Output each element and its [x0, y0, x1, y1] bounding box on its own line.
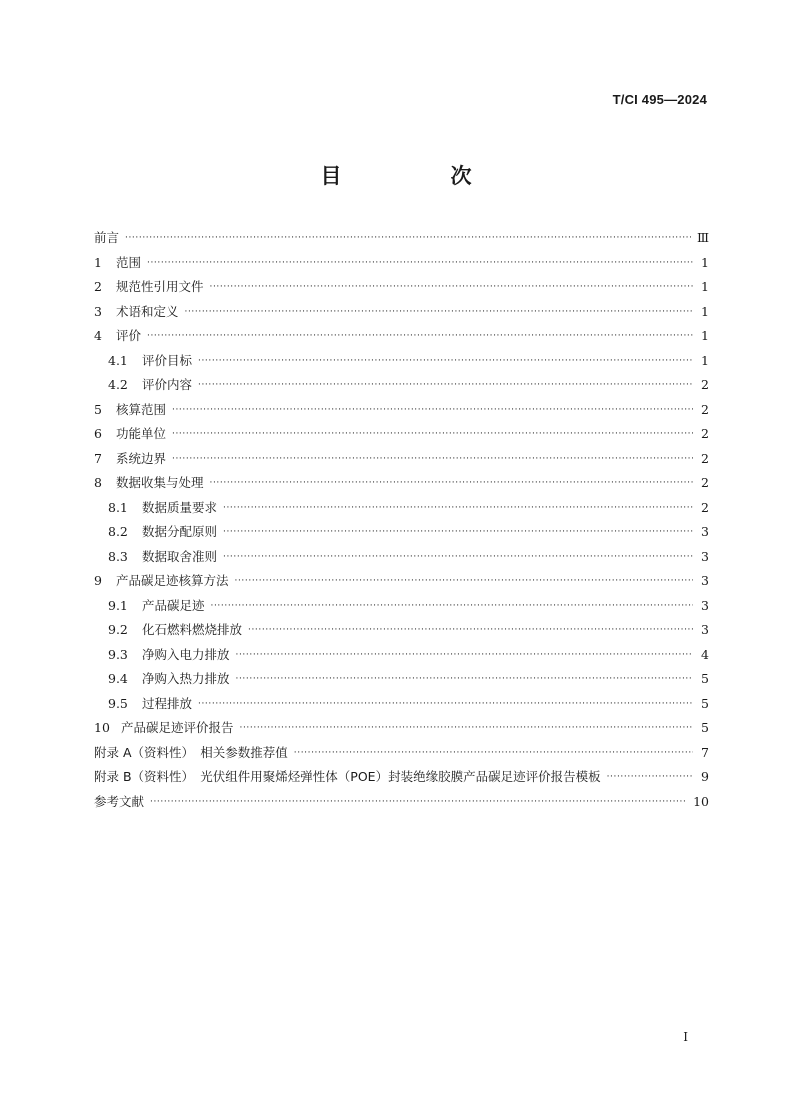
toc-leader-dots [210, 275, 693, 300]
toc-entry-number: 9.2 [108, 622, 128, 637]
toc-entry-page: 2 [701, 499, 709, 515]
toc-leader-dots [223, 545, 693, 570]
table-of-contents [94, 226, 709, 814]
toc-leader-dots [172, 422, 693, 447]
toc-entry-label: 评价目标 [142, 352, 193, 368]
toc-entry-label: 核算范围 [116, 401, 167, 417]
toc-leader-dots [236, 643, 693, 668]
toc-entry-number: 9.3 [108, 646, 128, 662]
toc-entry-page: 1 [701, 279, 709, 294]
toc-entry-number: 9.5 [108, 695, 128, 711]
toc-subentry[interactable] [94, 520, 709, 545]
toc-entry-page: 4 [701, 646, 709, 662]
toc-entry-label: 过程排放 [142, 695, 193, 711]
toc-entry-label: 前言 [94, 230, 120, 245]
toc-entry[interactable] [94, 300, 709, 325]
toc-entry[interactable] [94, 569, 709, 594]
toc-entry-label: 附录 A（资料性） 相关参数推荐值 [94, 744, 288, 760]
toc-entry[interactable] [94, 471, 709, 496]
toc-entry[interactable] [94, 790, 709, 815]
toc-entry-number: 4.2 [108, 377, 128, 392]
toc-entry-label: 评价内容 [142, 377, 193, 392]
toc-subentry[interactable] [94, 643, 709, 668]
toc-leader-dots [223, 496, 693, 521]
toc-entry-page: 3 [701, 597, 709, 613]
toc-entry-page: 3 [701, 548, 709, 564]
toc-entry[interactable] [94, 422, 709, 447]
toc-entry-number: 9.4 [108, 671, 128, 686]
toc-leader-dots [147, 324, 693, 349]
toc-leader-dots [198, 349, 693, 374]
toc-entry-label: 产品碳足迹核算方法 [116, 573, 229, 588]
toc-entry-number: 10 [94, 720, 110, 735]
toc-entry-page: 2 [701, 401, 709, 417]
toc-leader-dots [248, 618, 693, 643]
toc-leader-dots [210, 471, 693, 496]
toc-leader-dots [125, 226, 691, 251]
toc-leader-dots [223, 520, 693, 545]
toc-entry-number: 8.1 [108, 499, 128, 515]
toc-entry-page: Ⅲ [696, 230, 709, 245]
toc-entry[interactable] [94, 398, 709, 423]
toc-entry-page: 1 [701, 254, 709, 270]
toc-entry-page: 2 [701, 426, 709, 441]
toc-entry-label: 参考文献 [94, 793, 145, 809]
toc-entry-number: 7 [94, 450, 102, 466]
toc-subentry[interactable] [94, 496, 709, 521]
toc-subentry[interactable] [94, 349, 709, 374]
toc-entry-number: 5 [94, 401, 102, 417]
toc-entry-page: 2 [701, 450, 709, 466]
toc-leader-dots [172, 447, 693, 472]
toc-subentry[interactable] [94, 618, 709, 643]
toc-entry[interactable] [94, 226, 709, 251]
toc-entry[interactable] [94, 275, 709, 300]
toc-entry-page: 5 [701, 671, 709, 686]
toc-entry-number: 8 [94, 475, 102, 490]
toc-entry[interactable] [94, 251, 709, 276]
standard-code: T/CI 495—2024 [612, 92, 707, 107]
toc-entry-number: 2 [94, 279, 102, 294]
toc-entry-label: 数据收集与处理 [116, 475, 204, 490]
toc-entry-label: 附录 B（资料性） 光伏组件用聚烯烃弹性体（POE）封装绝缘胶膜产品碳足迹评价报告模板 [94, 769, 601, 784]
toc-entry-label: 范围 [116, 254, 142, 270]
toc-entry[interactable] [94, 741, 709, 766]
toc-entry-page: 3 [701, 573, 709, 588]
toc-entry-label: 产品碳足迹 [142, 597, 205, 613]
toc-entry[interactable] [94, 447, 709, 472]
toc-entry-page: 3 [701, 524, 709, 539]
page-number: I [683, 1030, 688, 1044]
toc-entry-label: 产品碳足迹评价报告 [121, 720, 234, 735]
toc-subentry[interactable] [94, 545, 709, 570]
toc-entry-page: 1 [701, 303, 709, 319]
toc-entry-page: 5 [701, 695, 709, 711]
toc-entry-number: 9.1 [108, 597, 128, 613]
toc-entry-page: 9 [701, 769, 709, 784]
toc-entry-label: 净购入电力排放 [142, 646, 230, 662]
toc-leader-dots [607, 765, 693, 790]
toc-entry[interactable] [94, 716, 709, 741]
toc-entry-page: 7 [701, 744, 709, 760]
toc-leader-dots [294, 741, 693, 766]
toc-subentry[interactable] [94, 667, 709, 692]
toc-entry-label: 数据取舍准则 [142, 548, 218, 564]
toc-entry-page: 2 [701, 475, 709, 490]
toc-entry-label: 功能单位 [116, 426, 167, 441]
toc-entry-page: 5 [701, 720, 709, 735]
toc-entry-page: 1 [701, 328, 709, 343]
toc-leader-dots [211, 594, 693, 619]
toc-leader-dots [150, 790, 687, 815]
toc-subentry[interactable] [94, 373, 709, 398]
toc-subentry[interactable] [94, 594, 709, 619]
toc-entry-label: 净购入热力排放 [142, 671, 230, 686]
toc-entry-page: 2 [701, 377, 709, 392]
toc-entry-page: 10 [693, 793, 709, 809]
toc-entry-number: 8.3 [108, 548, 128, 564]
page-title: 目 次 [320, 164, 516, 188]
toc-leader-dots [236, 667, 693, 692]
toc-entry-number: 1 [94, 254, 102, 270]
toc-entry-page: 3 [701, 622, 709, 637]
toc-entry-number: 4 [94, 328, 102, 343]
toc-entry-number: 6 [94, 426, 102, 441]
toc-leader-dots [240, 716, 693, 741]
toc-entry-number: 4.1 [108, 352, 128, 368]
toc-entry-label: 数据质量要求 [142, 499, 218, 515]
toc-entry-number: 9 [94, 573, 102, 588]
toc-leader-dots [235, 569, 693, 594]
toc-entry[interactable] [94, 765, 709, 790]
toc-entry-number: 8.2 [108, 524, 128, 539]
toc-entry-label: 数据分配原则 [142, 524, 218, 539]
toc-entry-label: 规范性引用文件 [116, 279, 204, 294]
toc-leader-dots [185, 300, 693, 325]
toc-entry-label: 化石燃料燃烧排放 [142, 622, 243, 637]
toc-leader-dots [198, 373, 693, 398]
toc-entry-label: 术语和定义 [116, 303, 179, 319]
toc-entry-number: 3 [94, 303, 102, 319]
toc-leader-dots [147, 251, 693, 276]
toc-entry-label: 系统边界 [116, 450, 167, 466]
toc-entry[interactable] [94, 324, 709, 349]
toc-leader-dots [198, 692, 693, 717]
toc-entry-page: 1 [701, 352, 709, 368]
toc-leader-dots [172, 398, 693, 423]
toc-subentry[interactable] [94, 692, 709, 717]
toc-entry-label: 评价 [116, 328, 142, 343]
